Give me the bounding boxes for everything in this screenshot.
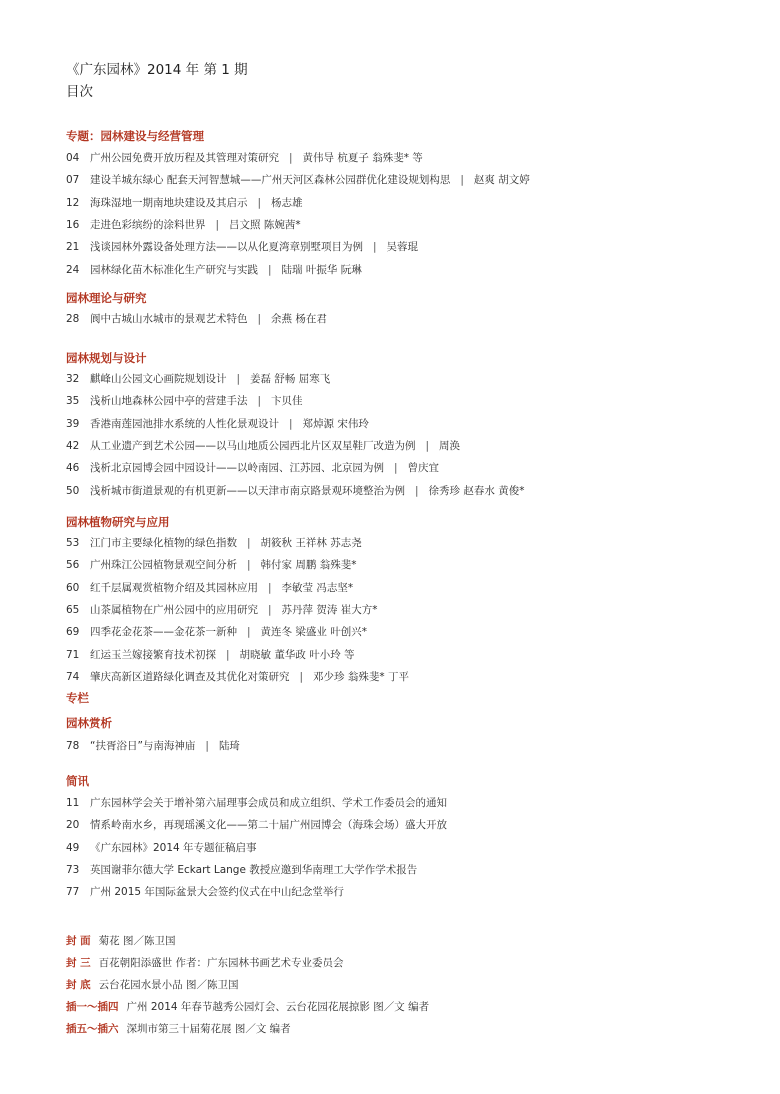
cover-credit [66,1022,291,1036]
page-number: 50 [66,484,80,497]
separator: | [268,603,272,616]
cover-credit [66,956,344,970]
toc-entry[interactable] [66,461,439,475]
separator: | [247,537,251,549]
article-title: 广州公园免费开放历程及其管理对策研究 [90,152,279,164]
section-title: 园林规划与设计 [66,351,147,365]
article-title: 走进色彩缤纷的涂料世界 [90,218,206,231]
cover-label: 插五～插六 [66,1023,119,1035]
page-number: 21 [66,241,80,254]
page-number: 07 [66,174,80,187]
toc-entry[interactable] [66,394,303,408]
article-authors: 陆瑞 叶振华 阮琳 [281,263,362,276]
article-authors: 余燕 杨在君 [271,313,327,325]
toc-entry[interactable] [66,670,409,684]
cover-text: 菊花 图／陈卫国 [98,935,176,947]
article-title: 建设羊城东绿心 配套天河智慧城——广州天河区森林公园群优化建设规划构思 [90,174,451,187]
toc-heading: 目次 [66,84,93,100]
page-number: 77 [66,886,80,899]
cover-credit [66,934,176,948]
article-authors: 李敏莹 冯志坚* [281,581,354,594]
article-authors: 邓少珍 翁殊斐* 丁平 [313,670,409,683]
article-authors: 胡筱秋 王祥林 苏志尧 [260,537,362,549]
article-title: 浅析城市街道景观的有机更新——以天津市南京路景观环境整治为例 [90,484,405,497]
toc-entry[interactable] [66,536,362,550]
article-authors: 杨志雄 [271,196,303,209]
article-title: 浅析山地森林公园中亭的营建手法 [90,395,248,408]
article-authors: 姜磊 舒畅 屈寒飞 [250,373,331,385]
article-title: 海珠湿地一期南地块建设及其启示 [90,196,248,209]
toc-entry[interactable] [66,196,303,210]
toc-entry[interactable] [66,417,369,431]
separator: | [394,462,398,475]
page-number: 78 [66,740,80,752]
page-number: 53 [66,537,80,549]
page-number: 74 [66,670,80,683]
page-number: 28 [66,313,80,325]
toc-entry[interactable] [66,625,367,639]
page-number: 49 [66,841,80,854]
toc-entry[interactable] [66,863,417,877]
page-number: 46 [66,462,80,475]
article-authors: 吕文照 陈婉茜* [229,218,301,231]
cover-text: 深圳市第三十届菊花展 图／文 编者 [126,1023,291,1035]
separator: | [289,417,293,430]
article-title: 四季花金花茶——金花茶一新种 [90,626,237,639]
article-title: 从工业遗产到艺术公园——以马山地质公园西北片区双星鞋厂改造为例 [90,439,416,452]
page-number: 73 [66,863,80,876]
article-title: 园林绿化苗木标准化生产研究与实践 [90,263,258,276]
separator: | [215,218,220,231]
page-number: 35 [66,395,80,408]
separator: | [226,648,230,661]
article-authors: 周涣 [439,439,461,452]
section-title: 园林赏析 [66,716,112,730]
separator: | [268,581,272,594]
cover-label: 插一～插四 [66,1001,119,1013]
separator: | [247,559,251,572]
article-authors: 卞贝佳 [271,395,303,408]
toc-entry[interactable] [66,218,301,232]
cover-text: 广州 2014 年春节越秀公园灯会、云台花园花展掠影 图／文 编者 [126,1001,430,1013]
separator: | [373,241,377,254]
section-title: 园林理论与研究 [66,291,147,305]
article-authors: 曾庆宜 [407,462,440,475]
toc-entry[interactable] [66,151,423,165]
article-title: 江门市主要绿化植物的绿色指数 [90,537,237,549]
article-title: 香港南莲园池排水系统的人性化景观设计 [90,417,279,430]
toc-entry[interactable] [66,581,353,595]
article-authors: 黄连冬 梁盛业 叶创兴* [260,626,367,639]
article-title: 英国谢菲尔德大学 Eckart Lange 教授应邀到华南理工大学作学术报告 [90,863,418,876]
section-title: 专栏 [66,691,89,705]
page-number: 16 [66,218,80,231]
article-authors: 郑焯源 宋伟玲 [302,417,369,430]
toc-entry[interactable] [66,885,344,899]
separator: | [299,670,304,683]
article-title: 红千层属观赏植物介绍及其园林应用 [90,581,258,594]
article-title: 广州 2015 年国际盆景大会签约仪式在中山纪念堂举行 [90,886,344,899]
page-number: 60 [66,581,80,594]
toc-entry[interactable] [66,263,362,277]
cover-label: 封 底 [66,979,91,991]
article-title: 广州珠江公园植物景观空间分析 [90,559,237,572]
article-title: 情系岭南水乡，再现瑶溪文化——第二十届广州园博会（海珠会场）盛大开放 [90,819,447,832]
article-authors: 苏丹萍 贺涛 崔大方* [281,603,378,616]
article-title: 红运玉兰嫁接繁育技术初探 [90,648,216,661]
toc-entry[interactable] [66,173,530,187]
article-title: 阆中古城山水城市的景观艺术特色 [90,313,248,325]
section-title: 简讯 [66,774,89,788]
cover-label: 封 面 [66,935,91,947]
article-authors: 胡晓敏 董华政 叶小玲 等 [239,648,355,661]
article-title: 浅谈园林外露设备处理方法——以从化夏湾章别墅项目为例 [90,241,363,254]
toc-entry[interactable] [66,372,330,386]
separator: | [415,484,419,497]
toc-entry[interactable] [66,439,460,453]
cover-label: 封 三 [66,957,91,969]
separator: | [257,313,262,325]
toc-entry[interactable] [66,739,240,753]
separator: | [289,152,293,164]
section-title: 专题：园林建设与经营管理 [66,129,204,143]
article-authors: 赵爽 胡文婷 [473,174,530,187]
article-title: 山茶属植物在广州公园中的应用研究 [90,603,258,616]
article-title: “扶胥浴日”与南海神庙 [90,740,196,752]
article-authors: 黄伟导 杭夏子 翁殊斐* 等 [302,152,423,164]
toc-entry[interactable] [66,796,447,810]
article-title: 浅析北京园博会园中园设计——以岭南园、江苏园、北京园为例 [90,462,384,475]
separator: | [236,373,241,385]
cover-text: 百花朝阳添盛世 作者：广东园林书画艺术专业委员会 [98,957,344,969]
article-authors: 韩付家 周鹏 翁殊斐* [260,559,357,572]
issue-title: 《广东园林》2014 年 第 1 期 [66,62,248,78]
separator: | [268,263,272,276]
cover-text: 云台花园水景小品 图／陈卫国 [98,979,239,991]
separator: | [257,196,262,209]
article-title: 广东园林学会关于增补第六届理事会成员和成立组织、学术工作委员会的通知 [90,797,447,809]
page-number: 39 [66,417,80,430]
page-number: 04 [66,152,80,164]
page-number: 69 [66,626,80,639]
toc-entry[interactable] [66,603,377,617]
section-title: 园林植物研究与应用 [66,515,170,529]
cover-credit [66,978,239,992]
separator: | [425,439,430,452]
page-number: 12 [66,196,80,209]
separator: | [247,626,251,639]
toc-entry[interactable] [66,312,327,326]
separator: | [257,395,262,408]
toc-entry[interactable] [66,558,356,572]
page-number: 11 [66,797,80,809]
page-number: 56 [66,559,80,572]
toc-entry[interactable] [66,484,524,498]
page-number: 24 [66,263,80,276]
article-authors: 吴蓉琨 [386,241,419,254]
separator: | [205,740,209,752]
toc-entry[interactable] [66,240,418,254]
page-number: 65 [66,603,80,616]
article-authors: 徐秀珍 赵春水 黄俊* [428,484,525,497]
page-number: 32 [66,373,80,385]
page-number: 71 [66,648,80,661]
page-number: 42 [66,439,80,452]
page-number: 20 [66,819,80,832]
article-authors: 陆琦 [218,740,240,752]
toc-entry[interactable] [66,841,257,855]
toc-entry[interactable] [66,648,355,662]
toc-entry[interactable] [66,818,447,832]
separator: | [460,174,464,187]
cover-credit [66,1000,429,1014]
article-title: 肇庆高新区道路绿化调查及其优化对策研究 [90,670,290,683]
article-title: 《广东园林》2014 年专题征稿启事 [90,841,257,854]
article-title: 麒峰山公园文心画院规划设计 [90,373,227,385]
